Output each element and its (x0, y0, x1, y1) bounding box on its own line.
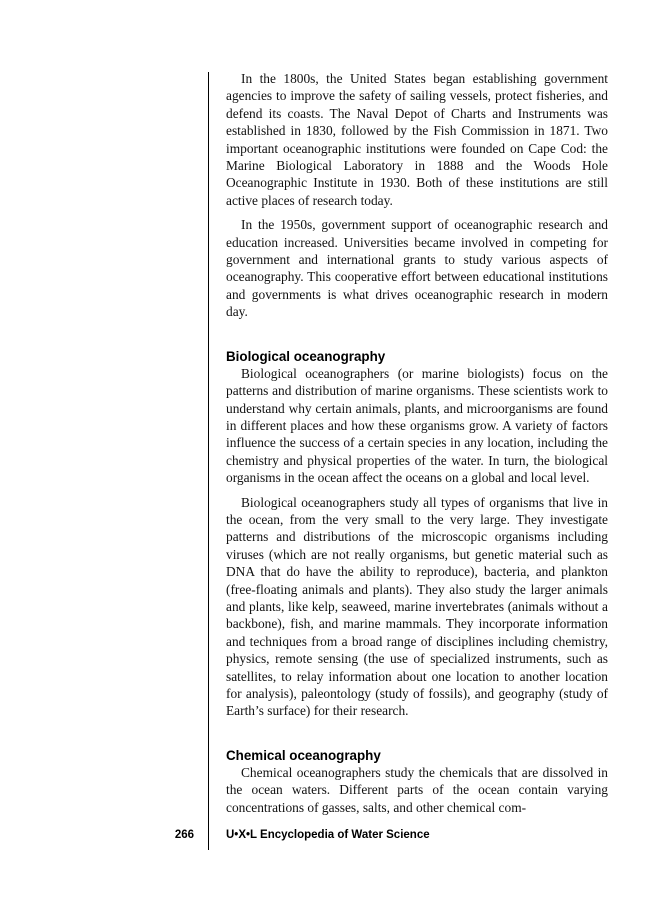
biological-paragraph-2: Biological oceanographers study all types of organisms that live in the ocean, from the very small to the very large. They investigate patterns and distributions of the microscopic organisms including viruses (which are not really organisms, but genetic material such as DNA that do have the ability to reproduce), bacteria, and plankton (free-floating animals and plants). They also study the larger animals and plants, like kelp, seaweed, marine invertebrates (animals without a backbone), fish, and marine mammals. They incorporate information and techniques from a broad range of disciplines including chemistry, physics, remote sensing (the use of specialized instruments, such as satellites, to relay information about one location to another location for analysis), paleontology (study of fossils), and geography (study of Earth’s surface) for their research. (226, 494, 608, 719)
page-number: 266 (174, 829, 194, 841)
margin-rule (208, 72, 209, 850)
section-heading-biological: Biological oceanography (226, 348, 386, 364)
chemical-paragraph-1: Chemical oceanographers study the chemicals that are dissolved in the ocean waters. Different parts of the ocean contain varying concentrations of gasses, salts, and other chemical com- (226, 764, 608, 815)
section-heading-chemical: Chemical oceanography (226, 747, 381, 763)
intro-paragraph-1: In the 1800s, the United States began establishing government agencies to improve the safety of sailing vessels, protect fisheries, and defend its coasts. The Naval Depot of Charts and Instruments was established in 1830, followed by the Fish Commission in 1871. Two important oceanographic institutions were founded on Cape Cod: the Marine Biological Laboratory in 1888 and the Woods Hole Oceanographic Institute in 1930. Both of these institutions are still active places of research today. (226, 71, 608, 208)
section-gap (226, 727, 608, 747)
biological-paragraph-1: Biological oceanographers (or marine biologists) focus on the patterns and distribution of marine organisms. These scientists work to understand why certain animals, plants, and microorganisms are found in different places and how these organisms grow. A variety of factors influence the success of a certain species in any location, including the chemistry and physical properties of the water. In turn, the biological organisms in the ocean affect the oceans on a global and local level. (226, 365, 608, 486)
intro-paragraph-2: In the 1950s, government support of oceanographic research and education increased. Universities became involved in competing for government and international grants to study various aspects of oceanography. This cooperative effort between educational institutions and governments is what drives oceanographic research in modern day. (226, 217, 608, 320)
book-title: U•X•L Encyclopedia of Water Science (226, 829, 430, 841)
section-gap (226, 328, 608, 348)
text-column (226, 70, 608, 823)
